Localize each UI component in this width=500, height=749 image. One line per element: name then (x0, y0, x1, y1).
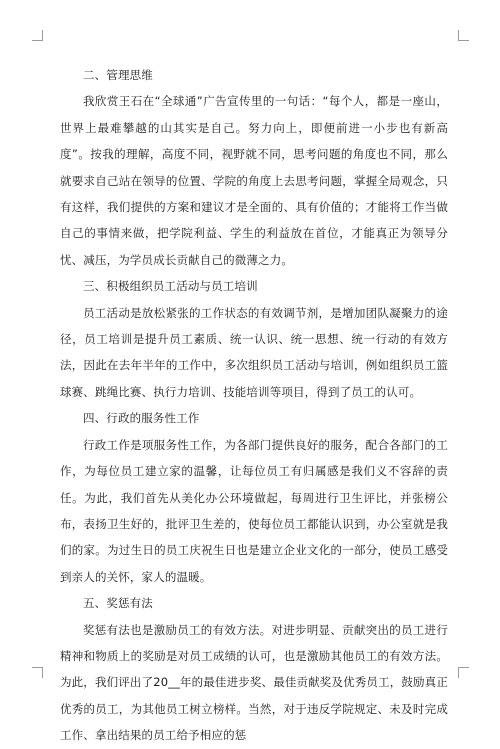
section-paragraph-management-thinking: 我欣赏王石在“全球通”广告宣传里的一句话：“每个人，都是一座山，世界上最难攀越的山其实是自己。努力向上，即便前进一小步也有新高度”。按我的理解，高度不同，视野就不同，思考问题的角度也不同，那么就要求自己站在领导的位置、学院的角度上去思考问题，掌握全局观念，只有这样，我们提供的方案和建议才是全面的、具有价值的；才能将工作当做自己的事情来做，把学院利益、学生的利益放在首位，才能真正为领导分忧、减压，为学员成长贡献自己的微薄之力。 (60, 94, 448, 267)
crop-mark-top-left (32, 30, 43, 41)
section-heading-management-thinking: 二、管理思维 (83, 68, 153, 82)
section-heading-employee-activities: 三、积极组织员工活动与员工培训 (83, 279, 258, 294)
crop-mark-bottom-left (32, 667, 43, 678)
section-heading-rewards-penalties: 五、奖惩有法 (83, 596, 153, 611)
section-heading-administrative-service: 四、行政的服务性工作 (83, 411, 200, 426)
section-paragraph-administrative-service: 行政工作是项服务性工作，为各部门提供良好的服务，配合各部门的工作，为每位员工建立家的温馨，让每位员工有归属感是我们义不容辞的责任。为此，我们首先从美化办公环境做起，每周进行卫生评比，并张榜公布，表扬卫生好的，批评卫生差的，使每位员工都能认识到，办公室就是我们的家。为过生日的员工庆祝生日也是建立企业文化的一部分，使员工感受到亲人的关怀，家人的温暖。 (60, 437, 448, 584)
document-body (60, 62, 448, 749)
crop-mark-bottom-right (458, 667, 469, 678)
section-paragraph-rewards-penalties: 奖惩有法也是激励员工的有效方法。对进步明显、贡献突出的员工进行精神和物质上的奖励是对员工成绩的认可，也是激励其他员工的有效方法。为此，我们评出了20__年的最佳进步奖、最佳贡献奖及优秀员工，鼓励真正优秀的员工，为其他员工树立榜样。当然，对于违反学院规定、未及时完成工作、拿出结果的员工给予相应的惩 (60, 622, 448, 743)
crop-mark-top-right (458, 30, 469, 41)
section-paragraph-employee-activities: 员工活动是放松紧张的工作状态的有效调节剂，是增加团队凝聚力的途径，员工培训是提升员工素质、统一认识、统一思想、统一行动的有效方法，因此在去年半年的工作中，多次组织员工活动与培训，例如组织员工篮球赛、跳绳比赛、执行力培训、技能培训等项目，得到了员工的认可。 (60, 305, 448, 399)
